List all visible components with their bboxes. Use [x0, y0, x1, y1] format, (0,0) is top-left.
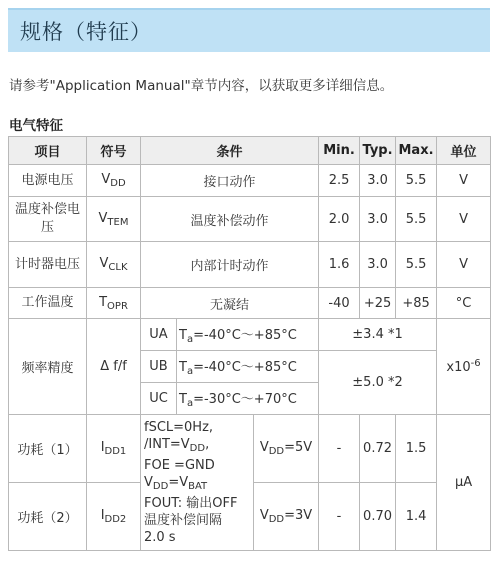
row-item: 温度补偿电压 [9, 197, 87, 242]
row-condition: 无凝结 [141, 288, 319, 319]
power-min: - [319, 415, 360, 483]
power-symbol: $I_{DD1}$ [87, 415, 141, 483]
power-typ: 0.70 [360, 483, 396, 551]
band-range: $T_a=-40^\circ C\sim+85^\circ C$ [177, 351, 319, 383]
header-item: 项目 [9, 137, 87, 165]
power-min: - [319, 483, 360, 551]
spec-table [8, 136, 491, 551]
band-range: $T_a=-30^\circ C\sim+70^\circ C$ [177, 383, 319, 415]
section-title: 电气特征 [9, 118, 63, 134]
band-range: $T_a=-40^\circ C\sim+85^\circ C$ [177, 319, 319, 351]
row-min: 2.5 [319, 165, 360, 197]
row-item: 计时器电压 [9, 242, 87, 288]
table-row [9, 242, 491, 288]
row-max: +85 [396, 288, 437, 319]
row-unit: V [437, 165, 491, 197]
band-code: UA [141, 319, 177, 351]
power-item: 功耗（2） [9, 483, 87, 551]
row-typ: 3.0 [360, 197, 396, 242]
row-max: 5.5 [396, 197, 437, 242]
row-max: 5.5 [396, 242, 437, 288]
row-min: 1.6 [319, 242, 360, 288]
row-item: 工作温度 [9, 288, 87, 319]
header-max: Max. [396, 137, 437, 165]
row-symbol: $T_{OPR}$ [87, 288, 141, 319]
table-header-row [9, 137, 491, 165]
row-typ: +25 [360, 288, 396, 319]
header-typ: Typ. [360, 137, 396, 165]
table-row [9, 197, 491, 242]
table-row [9, 165, 491, 197]
band-code: UC [141, 383, 177, 415]
header-symbol: 符号 [87, 137, 141, 165]
power-typ: 0.72 [360, 415, 396, 483]
power-voltage: $V_{DD}=5V$ [254, 415, 319, 483]
header-unit: 单位 [437, 137, 491, 165]
power-unit: μA [437, 415, 491, 551]
row-condition: 内部计时动作 [141, 242, 319, 288]
table-row [9, 319, 491, 351]
power-condition: fSCL=0Hz, $/INT=V_{DD}$, FOE =GND $V_{DD}=V_{BAT}$ FOUT: 输出OFF 温度补偿间隔 2.0 s [141, 415, 254, 551]
row-condition: 接口动作 [141, 165, 319, 197]
band-code: UB [141, 351, 177, 383]
power-symbol: $I_{DD2}$ [87, 483, 141, 551]
row-typ: 3.0 [360, 242, 396, 288]
freq-unit: $x10^{-6}$ [437, 319, 491, 415]
header-min: Min. [319, 137, 360, 165]
row-unit: °C [437, 288, 491, 319]
freq-value-ua: ±3.4 *1 [319, 319, 437, 351]
page-header [8, 8, 490, 52]
row-symbol: $V_{DD}$ [87, 165, 141, 197]
power-max: 1.5 [396, 415, 437, 483]
row-typ: 3.0 [360, 165, 396, 197]
row-symbol: $V_{CLK}$ [87, 242, 141, 288]
freq-item: 频率精度 [9, 319, 87, 415]
row-min: 2.0 [319, 197, 360, 242]
power-item: 功耗（1） [9, 415, 87, 483]
power-max: 1.4 [396, 483, 437, 551]
intro-text: 请参考"Application Manual"章节内容，以获取更多详细信息。 [9, 78, 394, 94]
table-row [9, 288, 491, 319]
freq-value-ubc: ±5.0 *2 [319, 351, 437, 415]
row-min: -40 [319, 288, 360, 319]
row-item: 电源电压 [9, 165, 87, 197]
header-condition: 条件 [141, 137, 319, 165]
row-condition: 温度补偿动作 [141, 197, 319, 242]
power-voltage: $V_{DD}=3V$ [254, 483, 319, 551]
row-unit: V [437, 197, 491, 242]
table-row [9, 415, 491, 483]
freq-symbol: Δ f/f [87, 319, 141, 415]
row-symbol: $V_{TEM}$ [87, 197, 141, 242]
row-max: 5.5 [396, 165, 437, 197]
row-unit: V [437, 242, 491, 288]
page-title: 规格（特征） [20, 20, 152, 44]
